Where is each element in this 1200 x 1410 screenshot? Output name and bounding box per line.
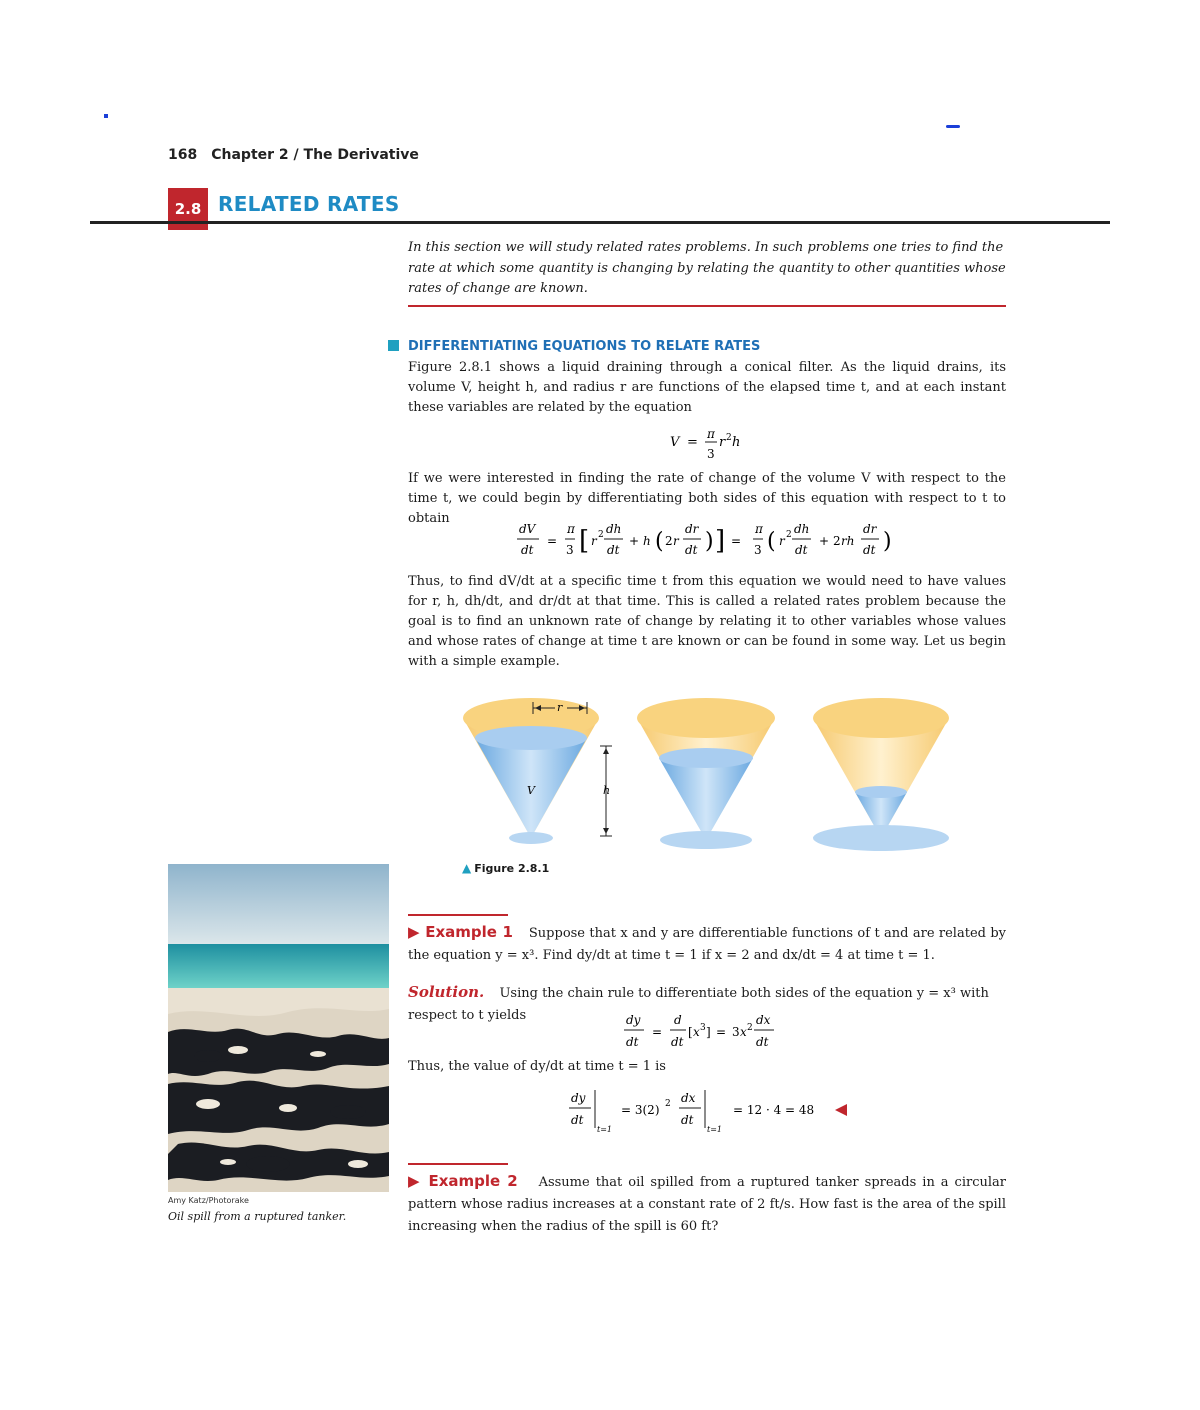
svg-text:2: 2 xyxy=(665,534,673,548)
svg-text:dt: dt xyxy=(681,1113,694,1127)
equation-chain-rule xyxy=(622,1010,802,1054)
label-V: V xyxy=(527,784,535,797)
svg-text:2: 2 xyxy=(747,1023,753,1033)
svg-text:dx: dx xyxy=(681,1091,696,1105)
example-2 xyxy=(408,1171,1006,1237)
cone-3 xyxy=(813,698,949,851)
solution-text: Using the chain rule to differentiate both sides of the equation y = x³ with respect to t yields xyxy=(408,986,989,1023)
paragraph-1: Figure 2.8.1 shows a liquid draining through a conical filter. As the liquid drains, its volume V, height h, and radius r are functions of the elapsed time t, and at each instant these variables are related by the equation xyxy=(408,360,1006,415)
svg-text:(: ( xyxy=(655,529,664,554)
example-2-rule xyxy=(408,1163,508,1165)
example-2-text: Assume that oil spilled from a ruptured tanker spreads in a circular pattern whose radius increases at a constant rate of 2 ft/s. How fast is the area of the spill increasing when the radius of the spill is 60 ft? xyxy=(408,1175,1006,1234)
svg-text:dt: dt xyxy=(756,1035,769,1049)
svg-text:= 12 · 4 = 48: = 12 · 4 = 48 xyxy=(733,1103,815,1117)
svg-text:2: 2 xyxy=(665,1099,671,1109)
svg-text:2: 2 xyxy=(598,530,604,540)
svg-text:h: h xyxy=(643,534,651,548)
svg-text:t=1: t=1 xyxy=(597,1125,613,1134)
svg-text:π: π xyxy=(707,427,715,441)
svg-text:=: = xyxy=(731,534,742,548)
svg-text:=: = xyxy=(652,1025,663,1039)
subsection-title: DIFFERENTIATING EQUATIONS TO RELATE RATES xyxy=(408,339,761,354)
svg-text:]: ] xyxy=(715,526,726,556)
chapter-title: Chapter 2 / The Derivative xyxy=(211,147,419,163)
svg-text:d: d xyxy=(674,1013,682,1027)
subsection-heading xyxy=(388,339,760,354)
svg-text:= 3(2): = 3(2) xyxy=(621,1103,660,1117)
square-bullet-icon xyxy=(388,340,399,351)
page-number: 168 xyxy=(168,147,198,163)
example-1-label xyxy=(408,923,513,941)
svg-text:dt: dt xyxy=(571,1113,584,1127)
play-arrow-icon: ▶ xyxy=(408,923,426,941)
svg-text:dV: dV xyxy=(519,522,536,536)
svg-text:h: h xyxy=(732,435,741,450)
svg-text:r: r xyxy=(779,534,785,548)
oil-spill-photo xyxy=(168,864,389,1192)
cone-2 xyxy=(637,698,775,849)
paragraph-4: Thus, the value of dy/dt at time t = 1 is xyxy=(408,1059,666,1074)
cone-1 xyxy=(463,698,612,844)
example-1-label-text: Example 1 xyxy=(425,923,513,941)
svg-text:dy: dy xyxy=(571,1091,586,1105)
figure-caption xyxy=(462,861,549,875)
photo-credit: Amy Katz/Photorake xyxy=(168,1196,249,1205)
label-r: r xyxy=(557,701,563,714)
svg-text:dt: dt xyxy=(795,543,808,557)
equation-evaluation xyxy=(565,1086,855,1136)
triangle-marker-icon: ▲ xyxy=(462,861,472,875)
svg-text:[: [ xyxy=(579,526,590,556)
scan-mark-dot xyxy=(104,114,108,118)
svg-text:+: + xyxy=(819,534,830,548)
section-intro: In this section we will study related rates problems. In such problems one tries to find the rate at which some quantity is changing by relating the quantity to other quantities whose rates of change are known. xyxy=(408,240,1006,296)
scan-mark-dash xyxy=(946,125,960,128)
example-1-text: Suppose that x and y are differentiable functions of t and are related by the equation y = x³. Find dy/dt at time t = 1 if x = 2 and dx/dt = 4 at time t = 1. xyxy=(408,926,1006,963)
svg-text:=: = xyxy=(547,534,558,548)
svg-text:=: = xyxy=(687,435,698,450)
svg-text:dt: dt xyxy=(607,543,620,557)
svg-text:r: r xyxy=(591,534,597,548)
example-2-label xyxy=(408,1172,518,1190)
svg-text:π: π xyxy=(755,522,763,536)
svg-text:r: r xyxy=(719,435,726,450)
label-h: h xyxy=(603,784,611,797)
paragraph-3: Thus, to find dV/dt at a specific time t from this equation we would need to have values for r, h, dh/dt, and dr/dt at that time. This is called a related rates problem because the goal is to find an unknown rate of change by relating it to other variables whose values and whose rates of change at time t are known or can be found in some way. Let us begin with a simple example. xyxy=(408,574,1006,669)
figure-conical-filters xyxy=(455,690,965,860)
svg-text:x: x xyxy=(693,1025,700,1039)
figure-caption-text: Figure 2.8.1 xyxy=(474,862,550,875)
intro-divider xyxy=(408,305,1006,307)
example-1 xyxy=(408,922,1006,966)
play-arrow-icon: ▶ xyxy=(408,1172,429,1190)
svg-text:[: [ xyxy=(688,1025,693,1039)
svg-text:2: 2 xyxy=(726,433,732,443)
header-rule xyxy=(90,221,1110,224)
svg-text:dt: dt xyxy=(863,543,876,557)
solution-label: Solution. xyxy=(408,983,485,1001)
section-title: RELATED RATES xyxy=(218,192,400,216)
example-1-rule xyxy=(408,914,508,916)
svg-text:): ) xyxy=(883,529,892,554)
svg-text:dh: dh xyxy=(794,522,810,536)
svg-text:dt: dt xyxy=(685,543,698,557)
svg-text:t=1: t=1 xyxy=(707,1125,723,1134)
svg-text:rh: rh xyxy=(841,534,855,548)
section-number: 2.8 xyxy=(174,200,202,218)
svg-text:+: + xyxy=(629,534,640,548)
svg-text:]: ] xyxy=(706,1025,711,1039)
svg-text:dr: dr xyxy=(863,522,877,536)
svg-text:): ) xyxy=(705,529,714,554)
svg-text:dx: dx xyxy=(756,1013,771,1027)
svg-text:π: π xyxy=(567,522,575,536)
svg-text:3: 3 xyxy=(732,1025,740,1039)
svg-text:dt: dt xyxy=(671,1035,684,1049)
svg-text:3: 3 xyxy=(700,1023,706,1033)
svg-text:dh: dh xyxy=(606,522,622,536)
svg-text:r: r xyxy=(673,534,679,548)
svg-text:dr: dr xyxy=(685,522,699,536)
running-header xyxy=(168,147,419,163)
photo-caption: Oil spill from a ruptured tanker. xyxy=(168,1210,347,1223)
svg-text:3: 3 xyxy=(566,543,574,557)
equation-volume xyxy=(660,424,780,464)
example-2-label-text: Example 2 xyxy=(428,1172,518,1190)
svg-text:3: 3 xyxy=(754,543,762,557)
svg-text:(: ( xyxy=(767,529,776,554)
svg-text:2: 2 xyxy=(833,534,841,548)
svg-text:V: V xyxy=(670,435,680,450)
svg-text:3: 3 xyxy=(707,447,715,461)
svg-text:dt: dt xyxy=(626,1035,639,1049)
svg-text:x: x xyxy=(740,1025,747,1039)
paragraph-2: If we were interested in finding the rate of change of the volume V with respect to the time t, we could begin by differentiating both sides of this equation with respect to t to obtain xyxy=(408,471,1006,526)
end-of-solution-icon xyxy=(835,1104,847,1116)
svg-text:2: 2 xyxy=(786,530,792,540)
svg-text:=: = xyxy=(716,1025,727,1039)
equation-dV-dt xyxy=(515,515,905,565)
svg-text:dt: dt xyxy=(521,543,534,557)
svg-text:dy: dy xyxy=(626,1013,641,1027)
